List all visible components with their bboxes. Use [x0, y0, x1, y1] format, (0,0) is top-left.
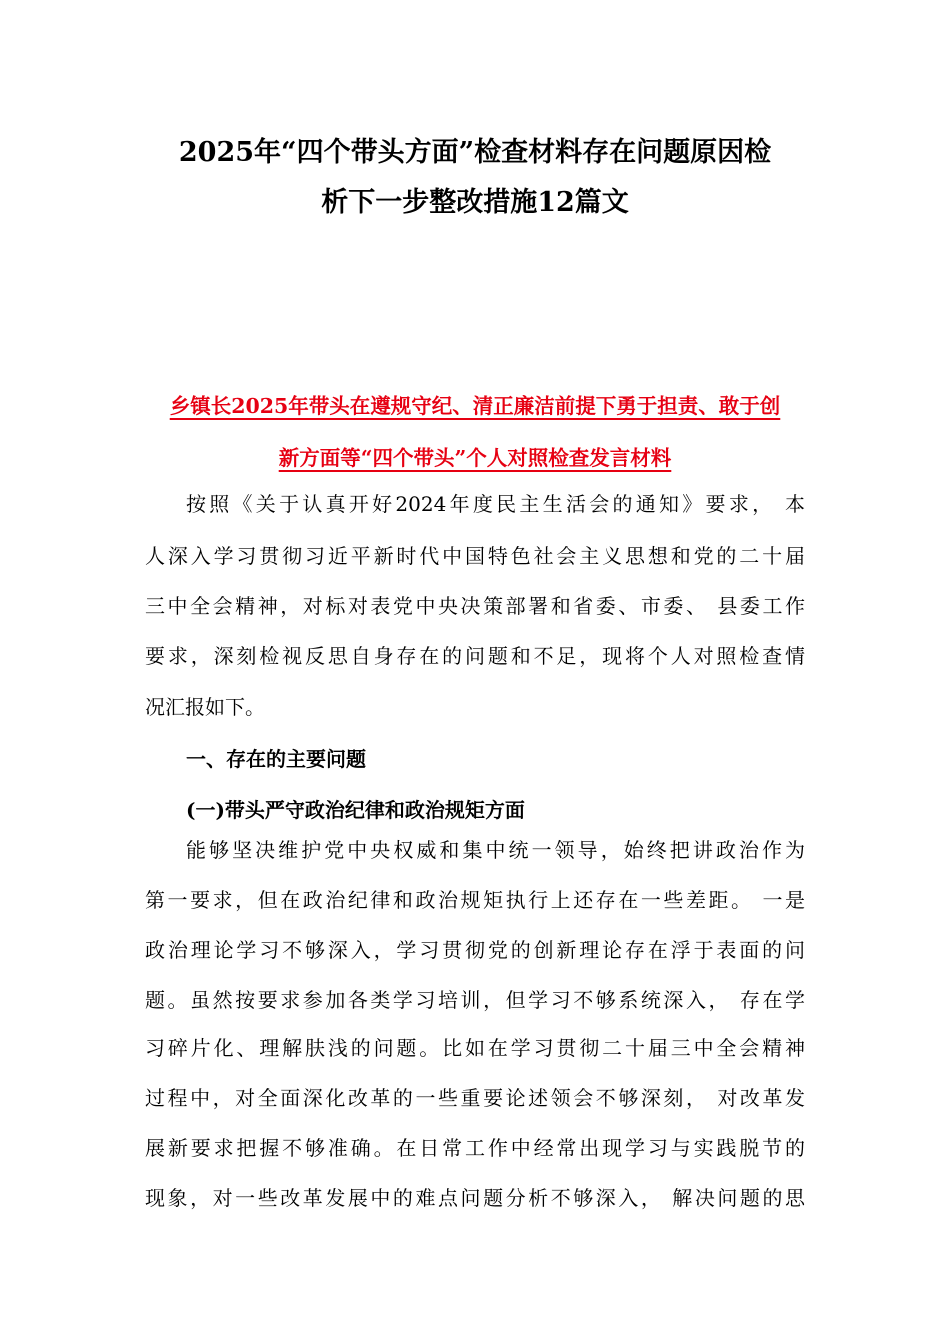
intro-line-3: 三中全会精神，对标对表党中央决策部署和省委、市委、 县委工作: [145, 594, 805, 618]
intro-line-2: 人深入学习贯彻习近平新时代中国特色社会主义思想和党的二十届: [145, 544, 805, 568]
section-title-line-1: 乡镇长2025年带头在遵规守纪、清正廉洁前提下勇于担责、敢于创: [169, 394, 781, 418]
section-heading-main-problems: 一、存在的主要问题: [186, 747, 366, 771]
section-title: [105, 380, 845, 484]
document-title-line-2: 析下一步整改措施12篇文: [321, 187, 629, 218]
body-line-3: 政治理论学习不够深入，学习贯彻党的创新理论存在浮于表面的问: [145, 938, 805, 962]
body-line-7: 展新要求把握不够准确。在日常工作中经常出现学习与实践脱节的: [145, 1136, 805, 1160]
document-title: [130, 128, 820, 228]
document-title-line-1: 2025年“四个带头方面”检查材料存在问题原因检: [178, 137, 772, 168]
intro-line-1: 按照《关于认真开好2024年度民主生活会的通知》要求， 本: [186, 492, 805, 516]
body-line-2: 第一要求，但在政治纪律和政治规矩执行上还存在一些差距。 一是: [145, 888, 805, 912]
body-line-5: 习碎片化、理解肤浅的问题。比如在学习贯彻二十届三中全会精神: [145, 1036, 805, 1060]
intro-line-4: 要求，深刻检视反思自身存在的问题和不足，现将个人对照检查情: [145, 644, 805, 668]
body-line-1: 能够坚决维护党中央权威和集中统一领导，始终把讲政治作为: [186, 838, 805, 862]
body-line-8: 现象，对一些改革发展中的难点问题分析不够深入， 解决问题的思: [145, 1186, 805, 1210]
intro-line-5: 况汇报如下。: [145, 695, 265, 719]
subsection-heading-political-discipline: (一)带头严守政治纪律和政治规矩方面: [186, 798, 525, 822]
body-line-4: 题。虽然按要求参加各类学习培训，但学习不够系统深入， 存在学: [145, 988, 805, 1012]
section-title-line-2: 新方面等“四个带头”个人对照检查发言材料: [278, 446, 672, 470]
body-line-6: 过程中，对全面深化改革的一些重要论述领会不够深刻， 对改革发: [145, 1086, 805, 1110]
